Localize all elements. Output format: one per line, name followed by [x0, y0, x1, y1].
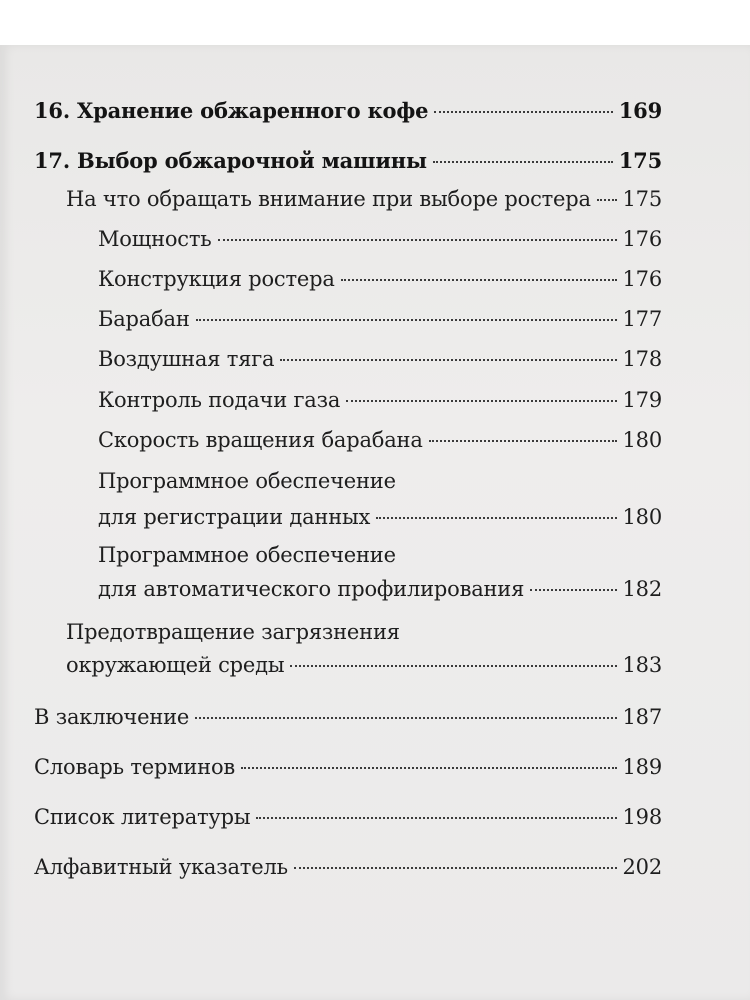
- toc-page-number: 175: [618, 148, 662, 173]
- toc-page-number: 169: [618, 98, 662, 123]
- toc-entry-index[interactable]: [34, 855, 662, 879]
- dot-leader: [256, 817, 616, 819]
- toc-entry-title: Список литературы: [34, 805, 251, 829]
- toc-entry-title: для регистрации данных: [98, 505, 371, 529]
- toc-entry-title: В заключение: [34, 705, 190, 729]
- toc-entry-pollution[interactable]: [66, 653, 662, 677]
- toc-entry-title: для автоматического профилирования: [98, 577, 525, 601]
- toc-entry-drum-speed[interactable]: [98, 428, 662, 452]
- toc-page-number: 175: [622, 187, 662, 211]
- toc-page-number: 187: [622, 705, 662, 729]
- toc-entry-drum[interactable]: [98, 307, 662, 331]
- dot-leader: [341, 279, 617, 281]
- toc-page-number: 178: [622, 347, 662, 371]
- toc-page-number: 189: [622, 755, 662, 779]
- toc-entry-data-logging[interactable]: [98, 505, 662, 529]
- dot-leader: [294, 867, 617, 869]
- toc-entry-title: Барабан: [98, 307, 190, 331]
- toc-entry-references[interactable]: [34, 805, 662, 829]
- toc-entry-chapter-16[interactable]: [34, 98, 662, 123]
- toc-entry-data-logging-line1: Программное обеспечение: [98, 469, 396, 493]
- toc-entry-pollution-line1: Предотвращение загрязнения: [66, 620, 400, 644]
- toc-entry-title: Мощность: [98, 227, 212, 251]
- toc-entry-title: Конструкция ростера: [98, 267, 335, 291]
- dot-leader: [434, 111, 612, 113]
- toc-page-number: 182: [622, 577, 662, 601]
- toc-entry-chapter-17[interactable]: [34, 148, 662, 173]
- dot-leader: [376, 517, 616, 519]
- dot-leader: [429, 440, 617, 442]
- dot-leader: [433, 161, 613, 163]
- toc-entry-gas-control[interactable]: [98, 388, 662, 412]
- toc-entry-glossary[interactable]: [34, 755, 662, 779]
- toc-entry-power[interactable]: [98, 227, 662, 251]
- toc-entry-title: окружающей среды: [66, 653, 285, 677]
- toc-entry-roaster-selection[interactable]: [66, 187, 662, 211]
- toc-page-number: 176: [622, 227, 662, 251]
- dot-leader: [530, 589, 616, 591]
- toc-entry-title: Словарь терминов: [34, 755, 236, 779]
- toc-page-number: 176: [622, 267, 662, 291]
- toc-entry-roaster-design[interactable]: [98, 267, 662, 291]
- toc-entry-title: Воздушная тяга: [98, 347, 275, 371]
- toc-page-number: 179: [622, 388, 662, 412]
- dot-leader: [241, 767, 616, 769]
- dot-leader: [597, 199, 617, 201]
- toc-entry-auto-profiling[interactable]: [98, 577, 662, 601]
- toc-entry-airflow[interactable]: [98, 347, 662, 371]
- toc-entry-auto-profiling-line1: Программное обеспечение: [98, 543, 396, 567]
- toc-entry-title: 17. Выбор обжарочной машины: [34, 148, 427, 173]
- dot-leader: [195, 717, 616, 719]
- toc-entry-title: Контроль подачи газа: [98, 388, 341, 412]
- dot-leader: [196, 319, 617, 321]
- dot-leader: [280, 359, 616, 361]
- dot-leader: [290, 665, 616, 667]
- toc-page-number: 177: [622, 307, 662, 331]
- dot-leader: [218, 239, 617, 241]
- toc-entry-title: Алфавитный указатель: [34, 855, 288, 879]
- toc-page-number: 198: [622, 805, 662, 829]
- toc-entry-title: 16. Хранение обжаренного кофе: [34, 98, 429, 123]
- toc-entry-title: На что обращать внимание при выборе ростера: [66, 187, 591, 211]
- toc-entry-title: Скорость вращения барабана: [98, 428, 423, 452]
- toc-page-number: 180: [622, 505, 662, 529]
- toc-page-number: 202: [622, 855, 662, 879]
- toc-page-number: 180: [622, 428, 662, 452]
- toc-entry-conclusion[interactable]: [34, 705, 662, 729]
- dot-leader: [346, 400, 616, 402]
- toc-page-number: 183: [622, 653, 662, 677]
